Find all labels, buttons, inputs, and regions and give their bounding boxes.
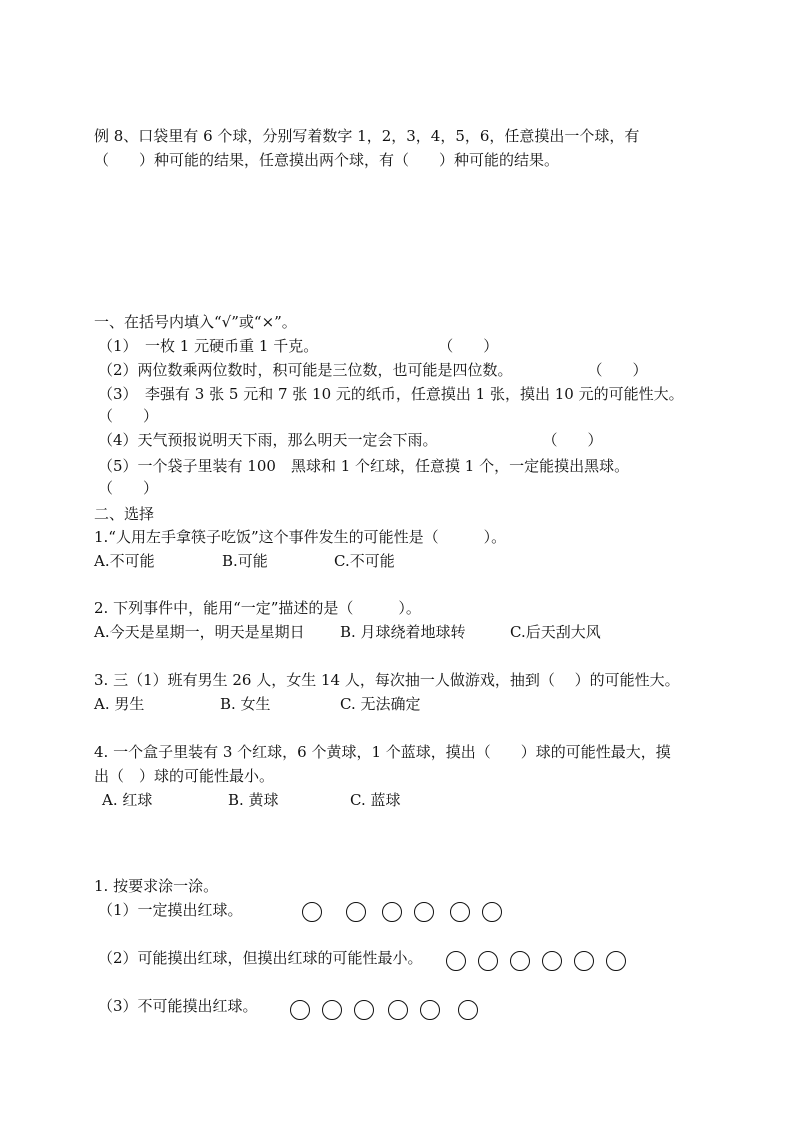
tf-item-3-bracket: （ ） xyxy=(98,407,159,425)
circle-1-6[interactable] xyxy=(482,902,502,922)
question-3-option-a: A. 男生 xyxy=(94,695,145,713)
circle-3-6[interactable] xyxy=(458,1000,478,1020)
question-4-stem-continued: 出（ ）球的可能性最小。 xyxy=(94,767,275,785)
color-item-2: （2）可能摸出红球，但摸出红球的可能性最小。 xyxy=(98,949,423,967)
question-1-option-a: A.不可能 xyxy=(94,552,155,570)
question-4-option-a: A. 红球 xyxy=(102,791,153,809)
circle-1-2[interactable] xyxy=(346,902,366,922)
circle-1-1[interactable] xyxy=(302,902,322,922)
example-line-2: （ ）种可能的结果，任意摸出两个球，有（ ）种可能的结果。 xyxy=(94,151,560,169)
question-3-stem: 3. 三（1）班有男生 26 人，女生 14 人，每次抽一人做游戏，抽到（ ）的可能性大。 xyxy=(94,671,680,689)
question-1-option-b: B.可能 xyxy=(222,552,268,570)
circle-2-5[interactable] xyxy=(574,951,594,971)
question-4-stem: 4. 一个盒子里装有 3 个红球，6 个黄球，1 个蓝球，摸出（ ）球的可能性最大，摸 xyxy=(94,743,671,761)
question-2-option-c: C.后天刮大风 xyxy=(510,623,601,641)
color-item-3: （3）不可能摸出红球。 xyxy=(98,997,258,1015)
circle-1-3[interactable] xyxy=(382,902,402,922)
tf-item-5: （5）一个袋子里装有 100 黑球和 1 个红球，任意摸 1 个，一定能摸出黑球。 xyxy=(98,457,630,475)
tf-item-2: （2）两位数乘两位数时，积可能是三位数，也可能是四位数。 （ ） xyxy=(98,361,648,379)
tf-item-4: （4）天气预报说明天下雨，那么明天一定会下雨。 （ ） xyxy=(98,431,603,449)
circle-3-3[interactable] xyxy=(354,1000,374,1020)
circle-2-6[interactable] xyxy=(606,951,626,971)
tf-item-1: （1） 一枚 1 元硬币重 1 千克。 （ ） xyxy=(98,337,499,355)
circle-3-2[interactable] xyxy=(322,1000,342,1020)
section-3-heading: 1. 按要求涂一涂。 xyxy=(94,877,219,895)
question-3-option-c: C. 无法确定 xyxy=(340,695,421,713)
question-1-option-c: C.不可能 xyxy=(334,552,395,570)
example-line-1: 例 8、口袋里有 6 个球，分别写着数字 1，2，3，4，5，6，任意摸出一个球，有 xyxy=(94,127,640,145)
circle-3-4[interactable] xyxy=(388,1000,408,1020)
circle-1-4[interactable] xyxy=(414,902,434,922)
question-3-option-b: B. 女生 xyxy=(220,695,271,713)
tf-item-3: （3） 李强有 3 张 5 元和 7 张 10 元的纸币，任意摸出 1 张，摸出 10 元的可能性大。 xyxy=(98,385,684,403)
section-1-heading: 一、在括号内填入“√”或“×”。 xyxy=(94,313,297,331)
question-2-option-b: B. 月球绕着地球转 xyxy=(340,623,466,641)
question-4-option-c: C. 蓝球 xyxy=(350,791,401,809)
question-2-option-a: A.今天是星期一，明天是星期日 xyxy=(94,623,305,641)
question-1-stem: 1.“人用左手拿筷子吃饭”这个事件发生的可能性是（ ）。 xyxy=(94,528,507,546)
question-4-option-b: B. 黄球 xyxy=(228,791,279,809)
circle-3-1[interactable] xyxy=(290,1000,310,1020)
circle-2-4[interactable] xyxy=(542,951,562,971)
circle-3-5[interactable] xyxy=(420,1000,440,1020)
section-2-heading: 二、选择 xyxy=(94,505,155,523)
color-item-1: （1）一定摸出红球。 xyxy=(98,901,243,919)
circle-2-1[interactable] xyxy=(446,951,466,971)
circle-2-3[interactable] xyxy=(510,951,530,971)
question-2-stem: 2. 下列事件中，能用“一定”描述的是（ ）。 xyxy=(94,599,421,617)
tf-item-5-bracket: （ ） xyxy=(98,479,159,497)
circle-2-2[interactable] xyxy=(478,951,498,971)
circle-1-5[interactable] xyxy=(450,902,470,922)
